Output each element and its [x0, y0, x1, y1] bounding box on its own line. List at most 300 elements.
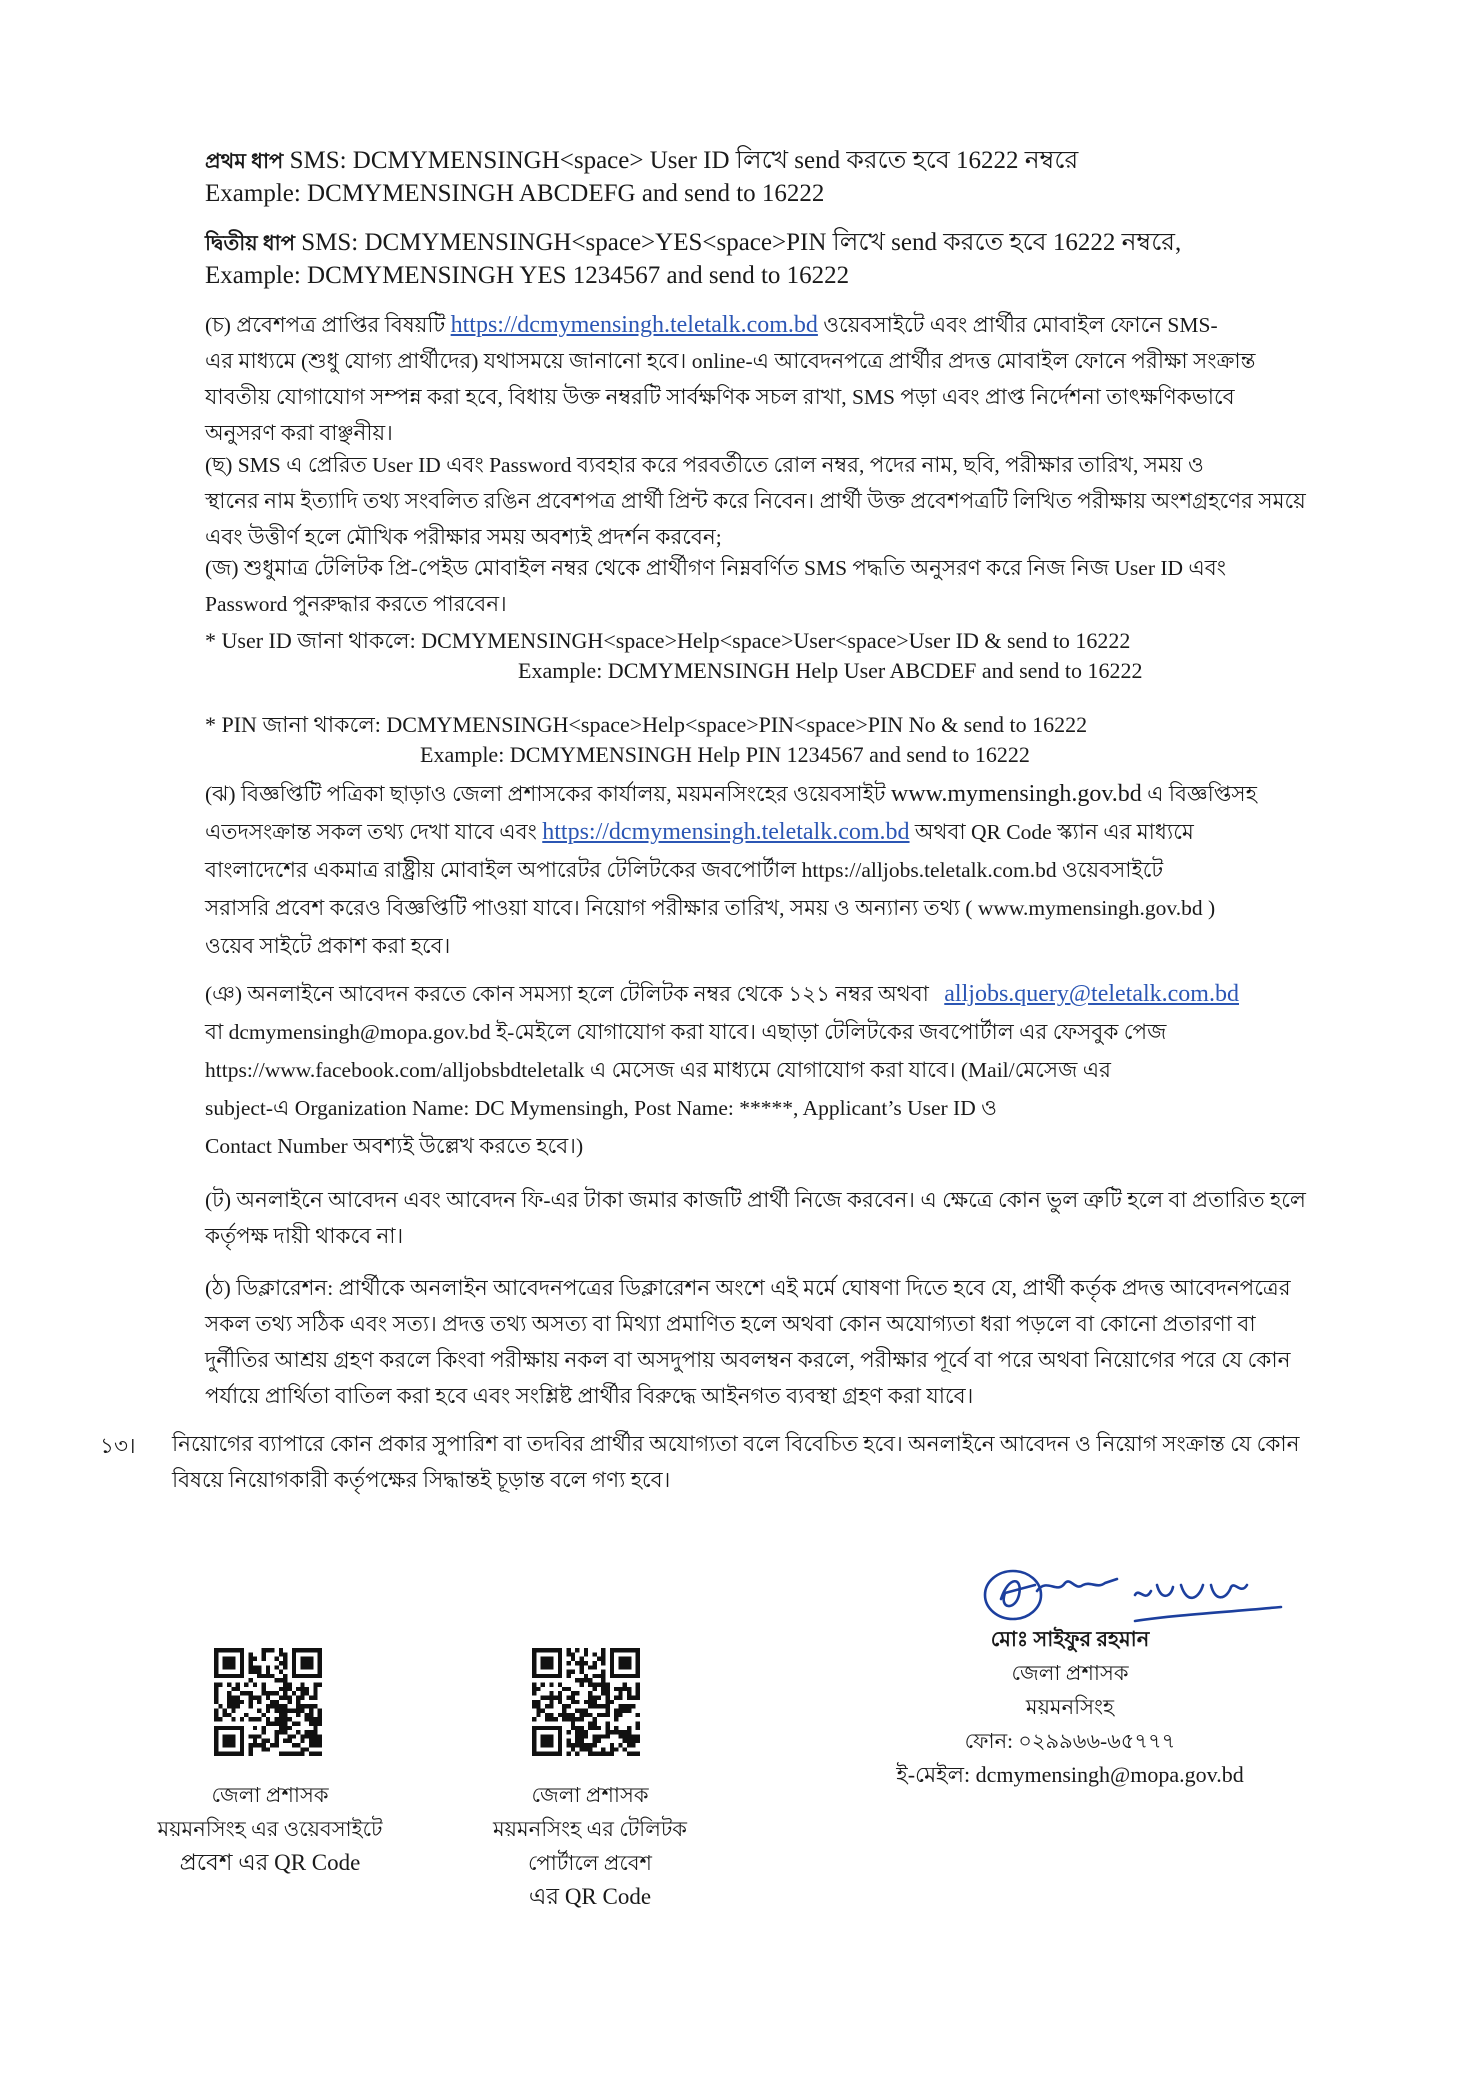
qr-module — [532, 1670, 536, 1674]
qr-module — [605, 1726, 609, 1730]
alljobs-query-email-link[interactable]: alljobs.query@teletalk.com.bd — [944, 981, 1239, 1007]
qr-module — [309, 1665, 313, 1669]
qr-module — [610, 1674, 614, 1678]
qr-module — [292, 1708, 296, 1712]
qr-module — [279, 1648, 283, 1652]
qr-module — [558, 1747, 562, 1751]
qr-module — [270, 1704, 274, 1708]
qr-module — [227, 1726, 231, 1730]
qr-module — [305, 1730, 309, 1734]
qr-module — [588, 1721, 592, 1725]
qr-module — [283, 1708, 287, 1712]
qr-module — [214, 1657, 218, 1661]
qr-module — [571, 1717, 575, 1721]
qr-module — [240, 1726, 244, 1730]
qr-module — [575, 1752, 579, 1756]
qr-module — [584, 1743, 588, 1747]
para-chha-line2: স্থানের নাম ইত্যাদি তথ্য সংবলিত রঙিন প্রবেশপত্র প্রার্থী প্রিন্ট করে নিবেন। প্রার্থী উক্ত প্রবেশপত্রটি লিখিত পরীক্ষায় অংশগ্রহণের সময়ে — [205, 489, 1306, 513]
qr-module — [262, 1683, 266, 1687]
teletalk-qr-code[interactable] — [532, 1648, 640, 1756]
qr-module — [571, 1657, 575, 1661]
qr-module — [227, 1696, 231, 1700]
signature-block — [880, 1622, 1260, 1792]
qr-module — [300, 1691, 304, 1695]
para-ja-line1: (জ) শুধুমাত্র টেলিটক প্রি-পেইড মোবাইল নম্বর থেকে প্রার্থীগণ নিম্নবর্ণিত SMS পদ্ধতি অনুসরণ করে নিজ নিজ User ID এবং — [205, 556, 1226, 580]
qr-module — [571, 1726, 575, 1730]
qr-module — [318, 1657, 322, 1661]
qr-module — [575, 1739, 579, 1743]
qr-module — [580, 1743, 584, 1747]
qr-module — [240, 1700, 244, 1704]
qr-module — [592, 1726, 596, 1730]
qr-module — [558, 1674, 562, 1678]
qr-module — [266, 1648, 270, 1652]
qr-module — [300, 1696, 304, 1700]
qr-module — [536, 1713, 540, 1717]
qr-module — [305, 1691, 309, 1695]
qr-module — [300, 1734, 304, 1738]
qr-module — [231, 1661, 235, 1665]
qr-module — [580, 1734, 584, 1738]
qr-module — [592, 1721, 596, 1725]
qr-module — [636, 1691, 640, 1695]
para-ta-line2: কর্তৃপক্ষ দায়ী থাকবে না। — [205, 1224, 404, 1248]
qr-module — [292, 1734, 296, 1738]
qr-module — [636, 1652, 640, 1656]
para-chha-line3: এবং উত্তীর্ণ হলে মৌখিক পরীক্ষার সময় অবশ্যই প্রদর্শন করবেন; — [205, 525, 722, 549]
qr-module — [592, 1661, 596, 1665]
qr-module — [532, 1674, 536, 1678]
qr-module — [300, 1674, 304, 1678]
qr-module — [532, 1657, 536, 1661]
qr-module — [223, 1743, 227, 1747]
qr-module — [309, 1648, 313, 1652]
qr-module — [283, 1683, 287, 1687]
para-nya-line2: বা dcmymensingh@mopa.gov.bd ই-মেইলে যোগাযোগ করা যাবে। এছাড়া টেলিটকের জবপোর্টাল এর ফেসবুক পেজ — [205, 1020, 1167, 1044]
qr-module — [223, 1648, 227, 1652]
qr-module — [592, 1734, 596, 1738]
qr-module — [283, 1678, 287, 1682]
qr-module — [567, 1687, 571, 1691]
qr-module — [554, 1674, 558, 1678]
item-13-text — [172, 1426, 1320, 1498]
qr-module — [605, 1721, 609, 1725]
qr-module — [292, 1691, 296, 1695]
qr-module — [532, 1739, 536, 1743]
qr-module — [605, 1752, 609, 1756]
qr-module — [588, 1713, 592, 1717]
qr-module — [636, 1674, 640, 1678]
qr-module — [567, 1652, 571, 1656]
qr-module — [305, 1687, 309, 1691]
paragraph-tha — [205, 1270, 1320, 1414]
paragraph-chha — [205, 447, 1320, 555]
qr-module — [296, 1708, 300, 1712]
para-cha-line1 — [205, 307, 1320, 343]
qr-module — [214, 1691, 218, 1695]
qr-module — [227, 1691, 231, 1695]
para-jha-line3: বাংলাদেশের একমাত্র রাষ্ট্রীয় মোবাইল অপারেটর টেলিটকের জবপোর্টাল https://alljobs.teletalk.com.bd ওয়েবসাইটে — [205, 858, 1164, 882]
qr-module — [296, 1721, 300, 1725]
qr-module — [623, 1683, 627, 1687]
qr-module — [571, 1652, 575, 1656]
qr-module — [618, 1704, 622, 1708]
qr-module — [292, 1670, 296, 1674]
qr-module — [274, 1734, 278, 1738]
qr-module — [549, 1734, 553, 1738]
qr-module — [266, 1717, 270, 1721]
qr-module — [305, 1648, 309, 1652]
qr-module — [309, 1674, 313, 1678]
qr-module — [541, 1734, 545, 1738]
qr-module — [218, 1752, 222, 1756]
qr-module — [266, 1747, 270, 1751]
qr-module — [636, 1721, 640, 1725]
qr-module — [305, 1734, 309, 1738]
qr-module — [636, 1661, 640, 1665]
qr-module — [249, 1691, 253, 1695]
qr-module — [571, 1743, 575, 1747]
qr-module — [601, 1652, 605, 1656]
qr-module — [214, 1683, 218, 1687]
qr-module — [623, 1704, 627, 1708]
qr-module — [618, 1687, 622, 1691]
qr1-caption-line2: ময়মনসিংহ এর ওয়েবসাইটে — [157, 1817, 383, 1841]
qr-module — [536, 1648, 540, 1652]
item-13-line1: নিয়োগের ব্যাপারে কোন প্রকার সুপারিশ বা তদবির প্রার্থীর অযোগ্যতা বলে বিবেচিত হবে। অনলাইনে আবেদন ও নিয়োগ সংক্রান্ত যে কোন — [172, 1432, 1300, 1456]
qr-module — [614, 1717, 618, 1721]
qr-module — [287, 1683, 291, 1687]
qr-module — [601, 1734, 605, 1738]
qr-module — [231, 1717, 235, 1721]
qr-module — [283, 1661, 287, 1665]
qr-module — [627, 1726, 631, 1730]
qr-module — [636, 1670, 640, 1674]
qr-module — [257, 1696, 261, 1700]
qr-module — [313, 1717, 317, 1721]
qr-module — [231, 1708, 235, 1712]
qr-module — [575, 1743, 579, 1747]
qr-module — [545, 1739, 549, 1743]
qr-module — [627, 1661, 631, 1665]
qr-module — [601, 1747, 605, 1751]
qr-module — [610, 1743, 614, 1747]
qr-module — [618, 1661, 622, 1665]
qr-module — [545, 1661, 549, 1665]
qr-module — [605, 1687, 609, 1691]
qr-module — [592, 1687, 596, 1691]
qr-module — [541, 1752, 545, 1756]
para-tha-line1: (ঠ) ডিক্লারেশন: প্রার্থীকে অনলাইন আবেদনপত্রের ডিক্লারেশন অংশে এই মর্মে ঘোষণা দিতে হবে যে, প্রার্থী কর্তৃক প্রদত্ত আবেদনপত্রের — [205, 1276, 1291, 1300]
qr-module — [253, 1696, 257, 1700]
step1-label: প্রথম ধাপ — [205, 149, 284, 173]
qr-module — [318, 1683, 322, 1687]
qr-module — [631, 1743, 635, 1747]
signatory-email: ই-মেইল: dcmymensingh@mopa.gov.bd — [896, 1762, 1244, 1787]
qr-module — [266, 1696, 270, 1700]
qr-module — [627, 1691, 631, 1695]
qr-module — [636, 1687, 640, 1691]
qr-module — [636, 1752, 640, 1756]
para-nya-line4: subject-এ Organization Name: DC Mymensingh, Post Name: *****, Applicant’s User ID ও — [205, 1096, 997, 1120]
qr-module — [623, 1708, 627, 1712]
qr-module — [266, 1691, 270, 1695]
para-chha-line1: (ছ) SMS এ প্রেরিত User ID এবং Password ব্যবহার করে পরবর্তীতে রোল নম্বর, পদের নাম, ছবি, পরীক্ষার তারিখ, সময় ও — [205, 453, 1204, 477]
qr-module — [575, 1717, 579, 1721]
qr-module — [231, 1739, 235, 1743]
qr-module — [532, 1743, 536, 1747]
qr-module — [279, 1678, 283, 1682]
qr-module — [610, 1652, 614, 1656]
qr-module — [249, 1734, 253, 1738]
qr-module — [567, 1704, 571, 1708]
qr-module — [214, 1700, 218, 1704]
qr-module — [610, 1661, 614, 1665]
qr-module — [610, 1700, 614, 1704]
qr-module — [287, 1687, 291, 1691]
qr-module — [236, 1674, 240, 1678]
teletalk-link[interactable]: https://dcmymensingh.teletalk.com.bd — [450, 312, 818, 338]
qr-module — [318, 1648, 322, 1652]
qr-module — [283, 1657, 287, 1661]
qr-module — [631, 1752, 635, 1756]
qr-module — [532, 1717, 536, 1721]
qr-module — [300, 1683, 304, 1687]
qr-module — [601, 1691, 605, 1695]
qr-module — [236, 1726, 240, 1730]
qr-module — [584, 1713, 588, 1717]
qr-module — [283, 1696, 287, 1700]
qr1-caption-line1: জেলা প্রশাসক — [211, 1783, 329, 1807]
qr-module — [567, 1696, 571, 1700]
qr-module — [300, 1752, 304, 1756]
qr-module — [571, 1747, 575, 1751]
qr-module — [614, 1713, 618, 1717]
qr-module — [279, 1752, 283, 1756]
qr-module — [588, 1683, 592, 1687]
qr-module — [575, 1678, 579, 1682]
qr-module — [588, 1704, 592, 1708]
qr-module — [584, 1747, 588, 1751]
qr-module — [601, 1661, 605, 1665]
step1-example: Example: DCMYMENSINGH ABCDEFG and send to 16222 — [205, 180, 825, 207]
qr-module — [549, 1704, 553, 1708]
qr-module — [545, 1665, 549, 1669]
qr-module — [541, 1648, 545, 1652]
qr-module — [240, 1665, 244, 1669]
qr-module — [592, 1696, 596, 1700]
qr-module — [610, 1648, 614, 1652]
qr-module — [231, 1752, 235, 1756]
qr-module — [575, 1661, 579, 1665]
qr-module — [257, 1708, 261, 1712]
qr-module — [541, 1657, 545, 1661]
qr-module — [627, 1704, 631, 1708]
qr-module — [236, 1704, 240, 1708]
qr-module — [601, 1670, 605, 1674]
qr-module — [545, 1717, 549, 1721]
qr-module — [601, 1648, 605, 1652]
signatory-designation: জেলা প্রশাসক — [1011, 1661, 1129, 1685]
qr-module — [231, 1726, 235, 1730]
para-jha-pre: (ঝ) বিজ্ঞপ্তিটি পত্রিকা ছাড়াও জেলা প্রশাসকের কার্যালয়, ময়মনসিংহের ওয়েবসাইট — [205, 782, 886, 806]
qr-module — [597, 1696, 601, 1700]
qr-module — [214, 1734, 218, 1738]
qr-module — [253, 1657, 257, 1661]
qr-module — [214, 1674, 218, 1678]
qr-module — [318, 1652, 322, 1656]
qr-module — [218, 1717, 222, 1721]
qr-module — [623, 1687, 627, 1691]
qr-module — [536, 1704, 540, 1708]
qr-module — [631, 1734, 635, 1738]
qr-module — [618, 1691, 622, 1695]
qr-module — [571, 1691, 575, 1695]
qr-module — [549, 1739, 553, 1743]
qr-module — [558, 1739, 562, 1743]
qr-module — [227, 1743, 231, 1747]
qr-module — [549, 1743, 553, 1747]
qr-module — [270, 1700, 274, 1704]
qr-module — [309, 1734, 313, 1738]
qr-module — [300, 1687, 304, 1691]
qr-module — [536, 1752, 540, 1756]
qr-module — [313, 1752, 317, 1756]
qr-module — [283, 1726, 287, 1730]
qr-module — [597, 1674, 601, 1678]
qr-module — [549, 1661, 553, 1665]
qr-module — [631, 1648, 635, 1652]
qr-module — [279, 1730, 283, 1734]
qr-module — [554, 1752, 558, 1756]
qr-module — [571, 1721, 575, 1725]
qr-module — [313, 1648, 317, 1652]
qr-module — [283, 1665, 287, 1669]
qr-module — [296, 1713, 300, 1717]
qr-module — [532, 1726, 536, 1730]
qr-module — [223, 1713, 227, 1717]
qr-module — [584, 1661, 588, 1665]
qr-module — [631, 1739, 635, 1743]
para-jha-line5: ওয়েব সাইটে প্রকাশ করা হবে। — [205, 934, 451, 958]
para-ta-line1: (ট) অনলাইনে আবেদন এবং আবেদন ফি-এর টাকা জমার কাজটি প্রার্থী নিজে করবেন। এ ক্ষেত্রে কোন ভুল ত্রুটি হলে বা প্রতারিত হলে — [205, 1188, 1306, 1212]
qr-module — [532, 1752, 536, 1756]
qr-module — [618, 1648, 622, 1652]
website-qr-code[interactable] — [214, 1648, 322, 1756]
teletalk-link-2[interactable]: https://dcmymensingh.teletalk.com.bd — [542, 819, 910, 845]
qr-module — [223, 1657, 227, 1661]
para-nya-line5: Contact Number অবশ্যই উল্লেখ করতে হবে।) — [205, 1134, 584, 1158]
qr-module — [231, 1657, 235, 1661]
qr-module — [227, 1648, 231, 1652]
qr-module — [292, 1674, 296, 1678]
qr-module — [300, 1648, 304, 1652]
qr-module — [627, 1657, 631, 1661]
qr-module — [580, 1747, 584, 1751]
qr-module — [257, 1670, 261, 1674]
qr-module — [562, 1708, 566, 1712]
qr-module — [588, 1726, 592, 1730]
qr-module — [636, 1696, 640, 1700]
qr-module — [227, 1713, 231, 1717]
qr-module — [618, 1734, 622, 1738]
qr-module — [223, 1674, 227, 1678]
qr-module — [532, 1687, 536, 1691]
qr-module — [532, 1648, 536, 1652]
step1-text: SMS: DCMYMENSINGH<space> User ID লিখে send করতে হবে 16222 নম্বরে — [289, 147, 1079, 174]
qr-module — [300, 1747, 304, 1751]
qr-module — [300, 1704, 304, 1708]
qr-module — [253, 1670, 257, 1674]
qr-module — [558, 1670, 562, 1674]
qr-module — [287, 1734, 291, 1738]
qr-module — [296, 1730, 300, 1734]
qr-module — [545, 1674, 549, 1678]
step1-line — [205, 140, 1078, 183]
qr-module — [223, 1734, 227, 1738]
step2-label: দ্বিতীয় ধাপ — [205, 231, 295, 255]
qr-module — [549, 1700, 553, 1704]
qr-module — [227, 1700, 231, 1704]
qr-module — [636, 1734, 640, 1738]
qr-module — [549, 1657, 553, 1661]
qr-module — [592, 1717, 596, 1721]
qr-module — [575, 1700, 579, 1704]
para-nya-pre: (ঞ) অনলাইনে আবেদন করতে কোন সমস্যা হলে টেলিটক নম্বর থেকে ১২১ নম্বর অথবা — [205, 982, 929, 1006]
qr-module — [231, 1665, 235, 1669]
qr-module — [545, 1648, 549, 1652]
qr-module — [292, 1657, 296, 1661]
qr-module — [231, 1734, 235, 1738]
qr-module — [536, 1687, 540, 1691]
qr-module — [610, 1747, 614, 1751]
qr-module — [601, 1687, 605, 1691]
qr-module — [636, 1726, 640, 1730]
qr-module — [283, 1687, 287, 1691]
qr-module — [240, 1661, 244, 1665]
qr-module — [558, 1665, 562, 1669]
qr-module — [244, 1691, 248, 1695]
qr-module — [623, 1734, 627, 1738]
qr-module — [236, 1752, 240, 1756]
qr-module — [545, 1713, 549, 1717]
qr-module — [532, 1734, 536, 1738]
item-13-line2: বিষয়ে নিয়োগকারী কর্তৃপক্ষের সিদ্ধান্তই চূড়ান্ত বলে গণ্য হবে। — [172, 1468, 671, 1492]
mymensingh-site-link[interactable]: www.mymensingh.gov.bd — [890, 781, 1142, 807]
qr-module — [231, 1648, 235, 1652]
qr-module — [623, 1657, 627, 1661]
qr-module — [313, 1696, 317, 1700]
qr-module — [584, 1648, 588, 1652]
qr-module — [218, 1683, 222, 1687]
qr-module — [584, 1730, 588, 1734]
qr-module — [610, 1730, 614, 1734]
qr-module — [253, 1739, 257, 1743]
qr-module — [227, 1661, 231, 1665]
qr-module — [532, 1747, 536, 1751]
qr-module — [231, 1687, 235, 1691]
qr-module — [605, 1696, 609, 1700]
qr-module — [313, 1743, 317, 1747]
qr-module — [541, 1708, 545, 1712]
para-jha-post: এ বিজ্ঞপ্তিসহ — [1147, 782, 1257, 806]
qr-module — [274, 1678, 278, 1682]
para-cha-pre: (চ) প্রবেশপত্র প্রাপ্তির বিষয়টি — [205, 313, 446, 337]
qr-module — [249, 1717, 253, 1721]
para-jha-l2-pre: এতদসংক্রান্ত সকল তথ্য দেখা যাবে এবং — [205, 820, 537, 844]
qr-module — [279, 1726, 283, 1730]
qr-module — [274, 1704, 278, 1708]
